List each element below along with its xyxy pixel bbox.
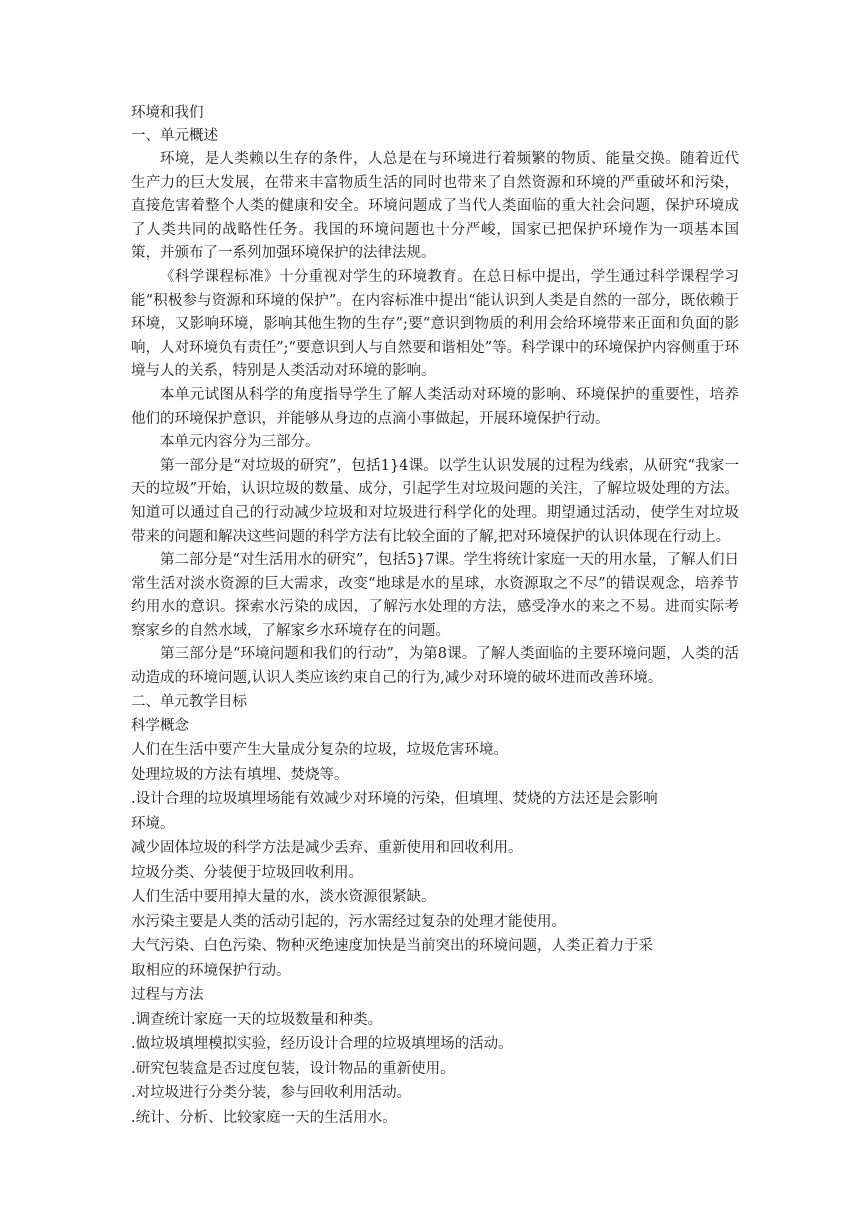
list-item: .研究包装盒是否过度包装，设计物品的重新使用。 xyxy=(131,1060,455,1077)
list-item: .对垃圾进行分类分装，参与回收利用活动。 xyxy=(131,1085,412,1102)
paragraph-part-three: 第三部分是“环境问题和我们的行动”，为第8课。了解人类面临的主要环境问题，人类的活动造成的环境问题,认识人类应该约束自己的行为,减少对环境的破坏进而改善环境。 xyxy=(131,646,739,687)
paragraph-unit-parts: 本单元内容分为三部分。 xyxy=(160,434,320,451)
list-item: 减少固体垃圾的科学方法是减少丢弃、重新使用和回收利用。 xyxy=(131,840,523,857)
list-item: 人们生活中要用掉大量的水，淡水资源很紧缺。 xyxy=(131,889,436,906)
list-item: 处理垃圾的方法有填埋、焚烧等。 xyxy=(131,766,349,783)
list-item: .统计、分析、比较家庭一天的生活用水。 xyxy=(131,1109,397,1126)
subheading-process-methods: 过程与方法 xyxy=(131,987,204,1004)
list-item: 取相应的环境保护行动。 xyxy=(131,962,291,979)
list-item: 环境。 xyxy=(131,815,175,832)
subheading-science-concepts: 科学概念 xyxy=(131,717,189,734)
section-heading-goals: 二、单元教学目标 xyxy=(131,693,247,710)
list-item: 大气污染、白色污染、物种灭绝速度加快是当前突出的环境问题，人类正着力于采 xyxy=(131,938,653,955)
list-item: 人们在生活中要产生大量成分复杂的垃圾，垃圾危害环境。 xyxy=(131,742,508,759)
list-item: .设计合理的垃圾填埋场能有效减少对环境的污染，但填埋、焚烧的方法还是会影响 xyxy=(131,791,658,808)
section-heading-overview: 一、单元概述 xyxy=(131,128,218,144)
paragraph-unit-purpose: 本单元试图从科学的角度指导学生了解人类活动对环境的影响、环境保护的重要性，培养他们的环境保护意识，并能够从身边的点滴小事做起，开展环境保护行动。 xyxy=(131,386,739,427)
paragraph-part-two: 第二部分是“对生活用水的研究”，包括5}7课。学生将统计家庭一天的用水量，了解人们日常生活对淡水资源的巨大需求，改变“地球是水的星球，水资源取之不尽”的错误观念，培养节约用水的意识。探索水污染的成因，了解污水处理的方法，感受净水的来之不易。进而实际考察家乡的自然水域，了解家乡水环境存在的问题。 xyxy=(131,552,739,639)
process-list xyxy=(131,1008,739,1131)
list-item: 水污染主要是人类的活动引起的，污水需经过复杂的处理才能使用。 xyxy=(131,913,566,930)
paragraph-environment: 环境，是人类赖以生存的条件，人总是在与环境进行着频繁的物质、能量交换。随着近代生产力的巨大发展，在带来丰富物质生活的同时也带来了自然资源和环境的严重破坏和污染，直接危害着整个人类的健康和安全。环境问题成了当代人类面临的重大社会问题，保护环境成了人类共同的战略性任务。我国的环境问题也十分严峻，国家已把保护环境作为一项基本国策，并颁布了一系列加强环境保护的法律法规。 xyxy=(131,151,739,262)
document-page xyxy=(131,102,739,1130)
list-item: .做垃圾填埋模拟实验，经历设计合理的垃圾填埋场的活动。 xyxy=(131,1036,513,1053)
concepts-list xyxy=(131,738,739,983)
paragraph-curriculum-standard: 《科学课程标准》十分重视对学生的环境教育。在总日标中提出，学生通过科学课程学习能“积极参与资源和环境的保护”。在内容标准中提出“能认识到人类是自然的一部分，既依赖于环境，又影响环境，影响其他生物的生存”;要“意识到物质的利用会给环境带来正面和负面的影响，人对环境负有责任”;“要意识到人与自然要和谐相处”等。科学课中的环境保护内容侧重于环境与人的关系，特别是人类活动对环境的影响。 xyxy=(131,268,739,380)
document-title: 环境和我们 xyxy=(131,105,204,121)
list-item: 垃圾分类、分装便于垃圾回收利用。 xyxy=(131,864,363,881)
paragraph-part-one: 第一部分是“对垃圾的研究”，包括1}4课。以学生认识发展的过程为线索，从研究“我家一天的垃圾”开始，认识垃圾的数量、成分，引起学生对垃圾问题的关注，了解垃圾处理的方法。知道可以通过自己的行动减少垃圾和对垃圾进行科学化的处理。期望通过活动，使学生对垃圾带来的问题和解决这些问题的科学方法有比较全面的了解,把对环境保护的认识体现在行动上。 xyxy=(131,457,739,545)
list-item: .调查统计家庭一天的垃圾数量和种类。 xyxy=(131,1011,383,1028)
